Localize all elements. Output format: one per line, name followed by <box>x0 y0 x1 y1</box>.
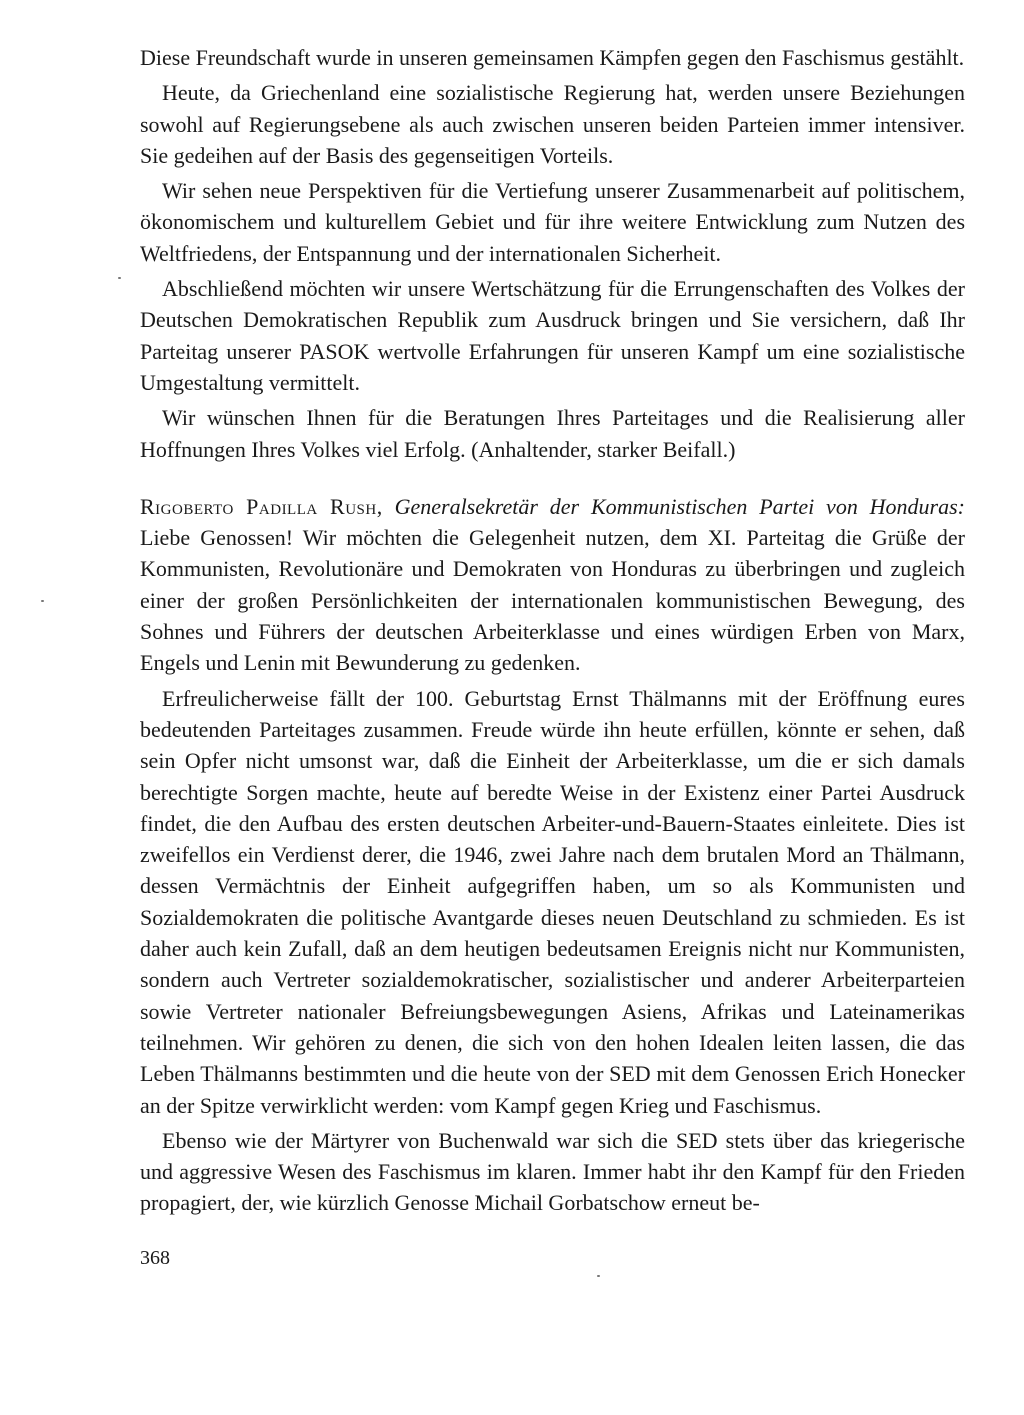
paragraph-3: Wir sehen neue Perspektiven für die Vertiefung unserer Zusammenarbeit auf politischem, ökonomischem und kulturellem Gebiet und für ihre weitere Entwicklung zum Nutzen des Weltfriedens, der Entspannung und der internationalen Sicherheit. <box>140 178 965 266</box>
page-number: 368 <box>140 1247 170 1269</box>
speech-paragraph-1: Erfreulicherweise fällt der 100. Geburtstag Ernst Thälmanns mit der Eröffnung eures bedeutenden Parteitages zusammen. Freude würde ihn heute erfüllen, könnte er sehen, daß sein Opfer nicht umsonst war, daß die Einheit der Arbeiterklasse, um die er sich damals berechtigte Sorgen machte, heute auf beredte Weise in der Existenz einer Partei Ausdruck findet, die den Aufbau des ersten deutschen Arbeiter-und-Bauern-Staates einleitete. Dies ist zweifellos ein Verdienst derer, die 1946, zwei Jahre nach dem brutalen Mord an Thälmann, dessen Vermächtnis der Einheit aufgegriffen haben, um so als Kommunisten und Sozialdemokraten die politische Avantgarde dieses neuen Deutschland zu schmieden. Es ist daher auch kein Zufall, daß an dem heutigen bedeutsamen Ereignis nicht nur Kommunisten, sondern auch Vertreter sozialdemokratischer, sozialistischer und anderer Arbeiterparteien sowie Vertreter nationaler Befreiungsbewegungen Asiens, Afrikas und Lateinamerikas teilnehmen. Wir gehören zu denen, die sich von den hohen Idealen leiten lassen, die das Leben Thälmanns bestimmten und die heute von der SED mit dem Genossen Erich Honecker an der Spitze verwirklicht werden: vom Kampf gegen Krieg und Faschismus. <box>140 685 965 1118</box>
paragraph-2: Heute, da Griechenland eine sozialistische Regierung hat, werden unsere Beziehungen sowohl auf Regierungsebene als auch zwischen unseren beiden Parteien immer intensiver. Sie gedeihen auf der Basis des gegenseitigen Vorteils. <box>140 80 965 168</box>
speech-opening-text: Liebe Genossen! Wir möchten die Gelegenheit nutzen, dem XI. Parteitag die Grüße der Kommunisten, Revolutionäre und Demokraten von Honduras zu überbringen und zugleich einer der großen Persönlichkeiten der internationalen kommunistischen Bewegung, des Sohnes und Führers der deutschen Arbeiterklasse und eines würdigen Erben von Marx, Engels und Lenin mit Bewunderung zu gedenken. <box>140 525 965 676</box>
speaker-name: Rigoberto Padilla Rush, <box>140 493 383 519</box>
speech-opening-paragraph <box>140 491 965 679</box>
scan-speck <box>118 277 121 279</box>
body-text <box>140 42 965 1219</box>
scan-speck <box>41 600 44 602</box>
speech-paragraph-2: Ebenso wie der Märtyrer von Buchenwald war sich die SED stets über das kriegerische und aggressive Wesen des Faschismus im klaren. Immer habt ihr den Kampf für den Frieden propagiert, der, wie kürzlich Genosse Michail Gorbatschow erneut be- <box>140 1127 965 1216</box>
paragraph-1: Diese Freundschaft wurde in unseren gemeinsamen Kämpfen gegen den Faschismus gestählt. <box>140 45 965 70</box>
speaker-role: Generalsekretär der Kommunistischen Partei von Honduras: <box>394 493 965 519</box>
scan-speck <box>597 1275 600 1277</box>
paragraph-4: Abschließend möchten wir unsere Wertschätzung für die Errungenschaften des Volkes der Deutschen Demokratischen Republik zum Ausdruck bringen und Sie versichern, daß Ihr Parteitag unserer PASOK wertvolle Erfahrungen für unseren Kampf um eine sozialistische Umgestaltung vermittelt. <box>140 276 965 395</box>
paragraph-5: Wir wünschen Ihnen für die Beratungen Ihres Parteitages und die Realisierung aller Hoffnungen Ihres Volkes viel Erfolg. (Anhaltender, starker Beifall.) <box>140 405 965 462</box>
